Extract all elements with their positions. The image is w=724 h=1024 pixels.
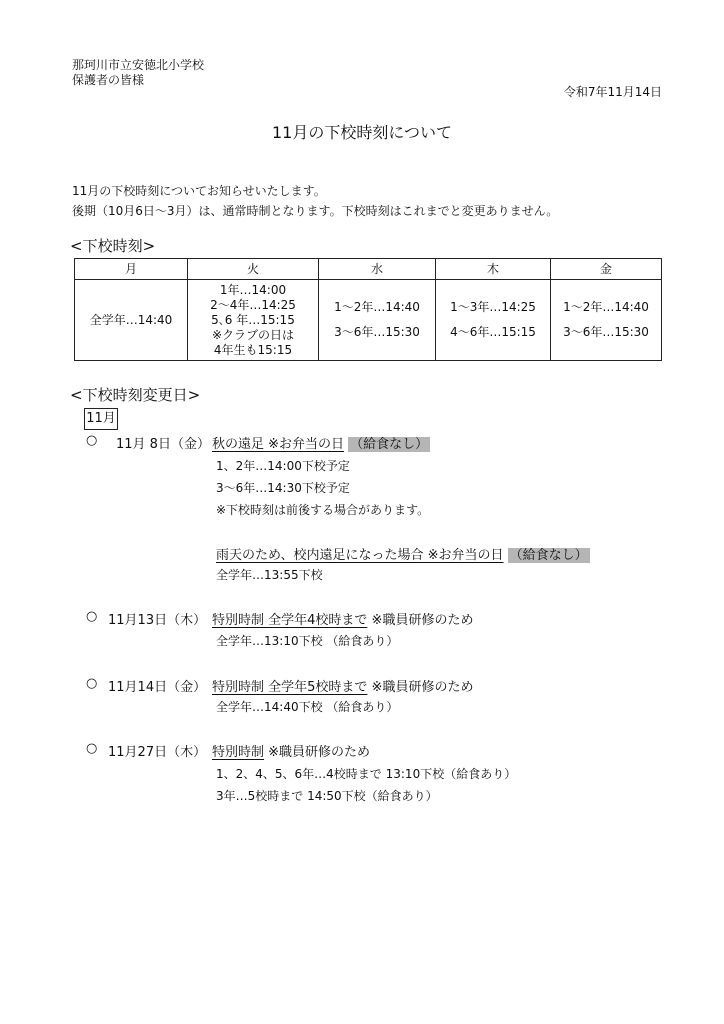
day-header-wed: 水 bbox=[319, 259, 436, 280]
table-header-row bbox=[75, 259, 662, 280]
month-label-box: 11月 bbox=[84, 408, 118, 430]
event2-note: ※職員研修のため bbox=[371, 613, 474, 628]
bullet-icon: ○ bbox=[86, 609, 98, 624]
event2-line: 全学年…13:10下校 （給食あり） bbox=[216, 634, 399, 648]
day-header-mon: 月 bbox=[75, 259, 188, 280]
event1-line: 1、2年…14:00下校予定 bbox=[216, 459, 350, 473]
day-header-tue: 火 bbox=[188, 259, 319, 280]
dismissal-schedule-table bbox=[74, 258, 662, 361]
event1-note: ※下校時刻は前後する場合があります。 bbox=[216, 503, 430, 517]
wed-line: 3～6年…15:30 bbox=[334, 325, 420, 339]
bullet-icon: ○ bbox=[86, 741, 98, 756]
event3-date: 11月14日（金） bbox=[108, 680, 207, 695]
event4-line: 3年…5校時まで 14:50下校（給食あり） bbox=[216, 789, 438, 803]
event1-rain-line: 全学年…13:55下校 bbox=[216, 568, 323, 582]
event4-date: 11月27日（木） bbox=[108, 745, 207, 760]
cell-fri bbox=[551, 280, 662, 361]
event3-line: 全学年…14:40下校 （給食あり） bbox=[216, 700, 399, 714]
fri-line: 1～2年…14:40 bbox=[563, 300, 649, 314]
event4-note: ※職員研修のため bbox=[268, 745, 371, 760]
cell-thu bbox=[436, 280, 551, 361]
table-row bbox=[75, 280, 662, 361]
event3-note: ※職員研修のため bbox=[371, 680, 474, 695]
event1-rain-no-lunch-badge: （給食なし） bbox=[509, 548, 588, 563]
bullet-icon: ○ bbox=[86, 433, 98, 448]
wed-line: 1～2年…14:40 bbox=[334, 300, 420, 314]
page-title: 11月の下校時刻について bbox=[271, 123, 453, 142]
thu-line: 4～6年…15:15 bbox=[450, 325, 536, 339]
intro-line-1: 11月の下校時刻についてお知らせいたします。 bbox=[72, 184, 326, 198]
issue-date: 令和7年11月14日 bbox=[563, 85, 662, 99]
tue-line: 2～4年…14:25 bbox=[210, 297, 296, 312]
school-name: 那珂川市立安徳北小学校 bbox=[72, 58, 205, 72]
cell-wed bbox=[319, 280, 436, 361]
event1-date: 11月 8日（金） bbox=[116, 437, 210, 452]
tue-line: ※クラブの日は bbox=[211, 327, 295, 342]
mon-line: 全学年…14:40 bbox=[89, 312, 173, 327]
day-header-fri: 金 bbox=[551, 259, 662, 280]
thu-line: 1～3年…14:25 bbox=[450, 300, 536, 314]
event1-rain-title: 雨天のため、校内遠足になった場合 ※お弁当の日 bbox=[216, 548, 504, 563]
fri-line: 3～6年…15:30 bbox=[563, 325, 649, 339]
tue-line: 4年生も15:15 bbox=[213, 342, 293, 357]
cell-tue bbox=[188, 280, 319, 361]
schedule-heading: <下校時刻> bbox=[70, 237, 156, 255]
day-header-thu: 木 bbox=[436, 259, 551, 280]
tue-line: 5､6 年…15:15 bbox=[211, 312, 295, 327]
event4-title: 特別時制 bbox=[212, 745, 265, 760]
changes-heading: <下校時刻変更日> bbox=[70, 386, 201, 404]
intro-line-2: 後期（10月6日～3月）は、通常時制となります。下校時刻はこれまでと変更ありません。 bbox=[72, 204, 559, 218]
event2-title: 特別時制 全学年4校時まで bbox=[212, 613, 368, 628]
tue-line: 1年…14:00 bbox=[219, 282, 287, 297]
event4-line: 1、2、4、5、6年…4校時まで 13:10下校（給食あり） bbox=[216, 767, 517, 781]
cell-mon bbox=[75, 280, 188, 361]
recipient: 保護者の皆様 bbox=[72, 73, 145, 87]
event1-title: 秋の遠足 ※お弁当の日 bbox=[212, 437, 345, 452]
event1-no-lunch-badge: （給食なし） bbox=[350, 437, 429, 452]
event1-line: 3～6年…14:30下校予定 bbox=[216, 481, 350, 495]
event3-title: 特別時制 全学年5校時まで bbox=[212, 680, 368, 695]
event2-date: 11月13日（木） bbox=[108, 613, 207, 628]
bullet-icon: ○ bbox=[86, 676, 98, 691]
